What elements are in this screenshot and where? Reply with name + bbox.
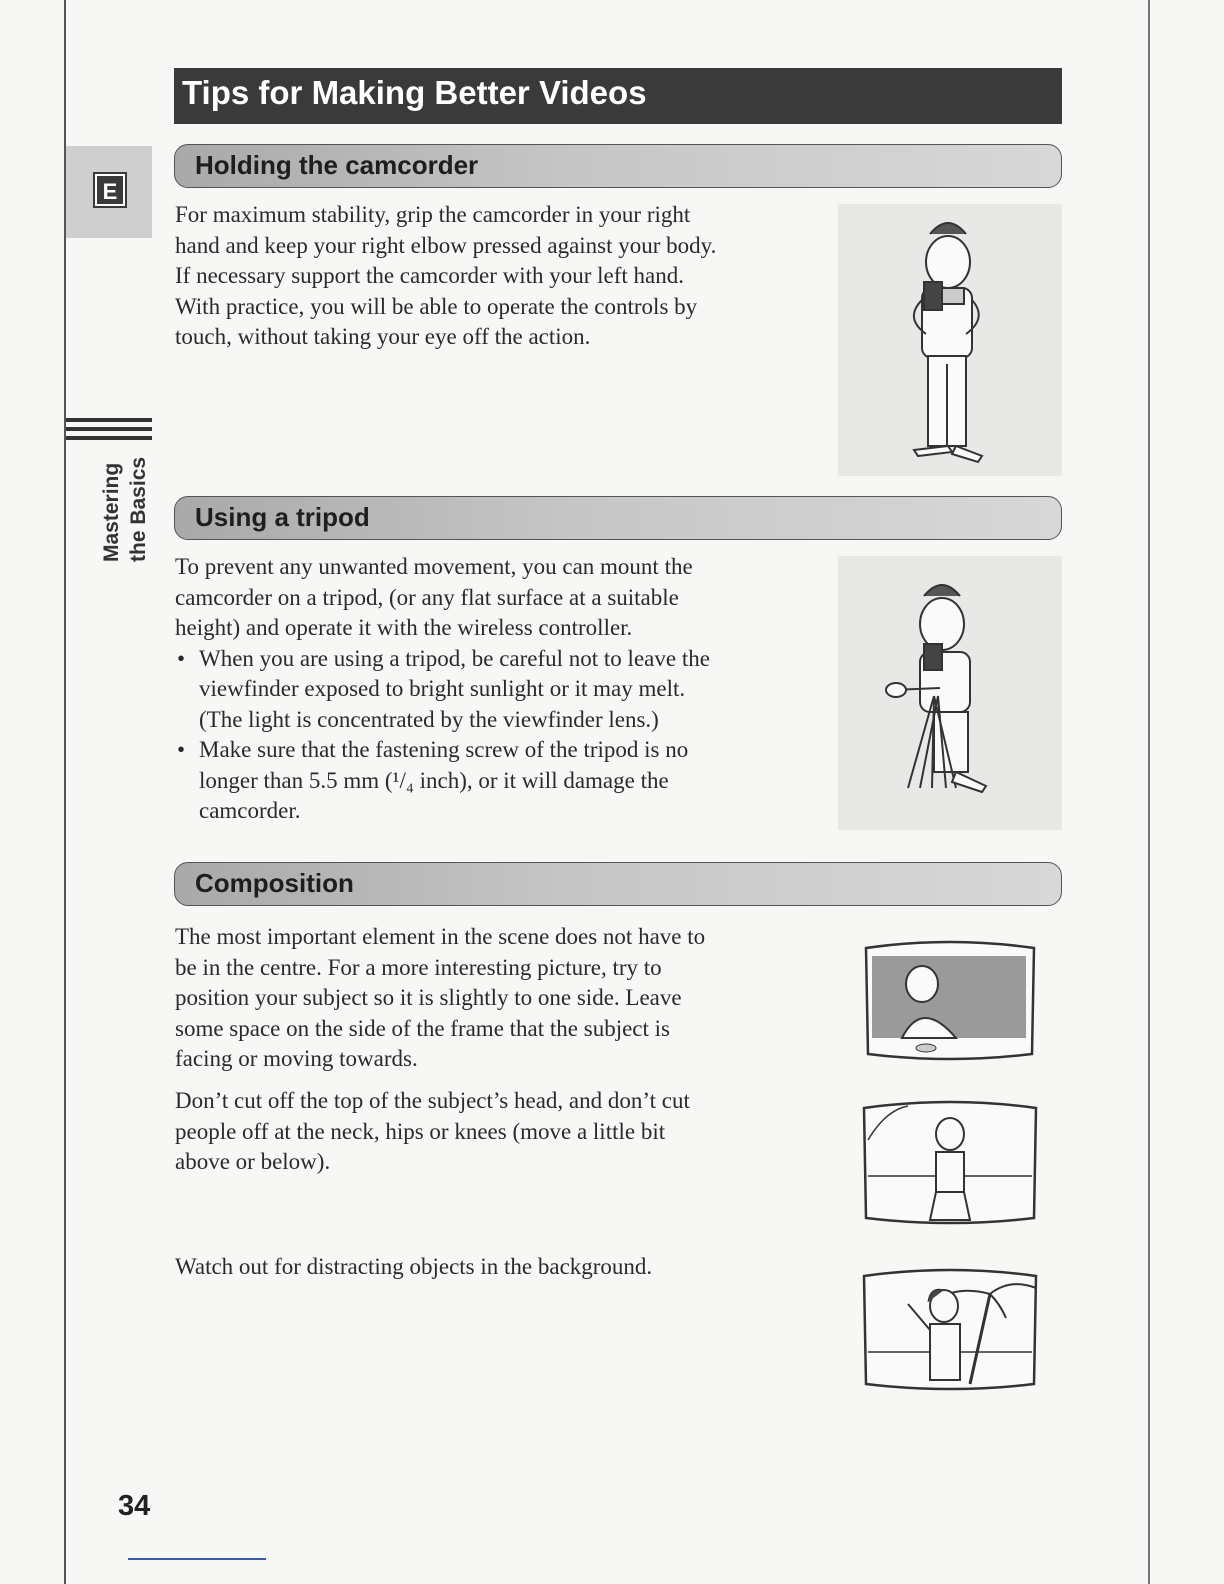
composition-frame-3: [858, 1264, 1042, 1396]
page-number: 34: [118, 1490, 151, 1522]
side-tab-letter: E: [95, 174, 125, 206]
section-heading-composition: Composition: [174, 862, 1062, 906]
tv-frame-background-icon: [858, 1264, 1042, 1396]
text-line: To prevent any unwanted movement, you can mount the: [175, 554, 693, 579]
text-line: above or below).: [175, 1149, 331, 1174]
list-item: [175, 644, 710, 736]
side-label-line1: Mastering: [100, 462, 123, 562]
text-line: When you are using a tripod, be careful not to leave the: [199, 645, 710, 671]
text-line: For maximum stability, grip the camcorder in your right: [175, 202, 691, 227]
text-line: height) and operate it with the wireless controller.: [175, 615, 633, 640]
text-line: touch, without taking your eye off the action.: [175, 324, 591, 349]
list-item: [175, 735, 710, 827]
holding-text: [175, 200, 716, 353]
side-label-line2: the Basics: [127, 456, 150, 562]
composition-para1: [175, 922, 705, 1075]
section-heading-tripod: Using a tripod: [174, 496, 1062, 540]
section-heading-holding: Holding the camcorder: [174, 144, 1062, 188]
text-line: camcorder.: [199, 798, 301, 823]
composition-frame-2: [858, 1096, 1042, 1230]
footer-rule: [128, 1558, 266, 1560]
text-line: Watch out for distracting objects in the background.: [175, 1254, 653, 1279]
tripod-bullets: [175, 644, 710, 827]
text-line: Make sure that the fastening screw of the tripod is no: [199, 737, 689, 762]
composition-para2: [175, 1086, 690, 1178]
text-line: If necessary support the camcorder with your left hand.: [175, 263, 685, 288]
text-line: viewfinder exposed to bright sunlight or it may melt.: [199, 676, 686, 701]
person-with-tripod-icon: [838, 556, 1062, 830]
text-line: some space on the side of the frame that the subject is: [175, 1015, 670, 1041]
tv-frame-headroom-icon: [858, 1096, 1042, 1230]
text-line: The most important element in the scene does not have to: [175, 924, 706, 949]
page-title: Tips for Making Better Videos: [174, 68, 1062, 124]
text-line: be in the centre. For a more interesting picture, try to: [175, 954, 662, 980]
text-line: facing or moving towards.: [175, 1046, 418, 1071]
composition-frame-1: [860, 934, 1040, 1066]
holding-camcorder-illustration: [838, 204, 1062, 476]
page-edge-right: [1148, 0, 1150, 1584]
person-with-camcorder-icon: [838, 204, 1062, 476]
text-line: people off at the neck, hips or knees (move a little bit: [175, 1118, 666, 1144]
tripod-text: [175, 552, 710, 827]
text-line: camcorder on a tripod, (or any flat surface at a suitable: [175, 584, 679, 610]
composition-para3: [175, 1252, 652, 1283]
text-line: (The light is concentrated by the viewfinder lens.): [199, 706, 659, 732]
text-line: With practice, you will be able to operate the controls by: [175, 293, 698, 319]
tv-frame-off-centre-icon: [860, 934, 1040, 1066]
tripod-illustration: [838, 556, 1062, 830]
text-line: hand and keep your right elbow pressed against your body.: [175, 232, 717, 258]
text-line: longer than 5.5 mm (¹/₄ inch), or it will damage the: [199, 767, 669, 793]
text-line: Don’t cut off the top of the subject’s head, and don’t cut: [175, 1088, 690, 1113]
side-label: [100, 440, 160, 570]
text-line: position your subject so it is slightly to one side. Leave: [175, 985, 682, 1010]
